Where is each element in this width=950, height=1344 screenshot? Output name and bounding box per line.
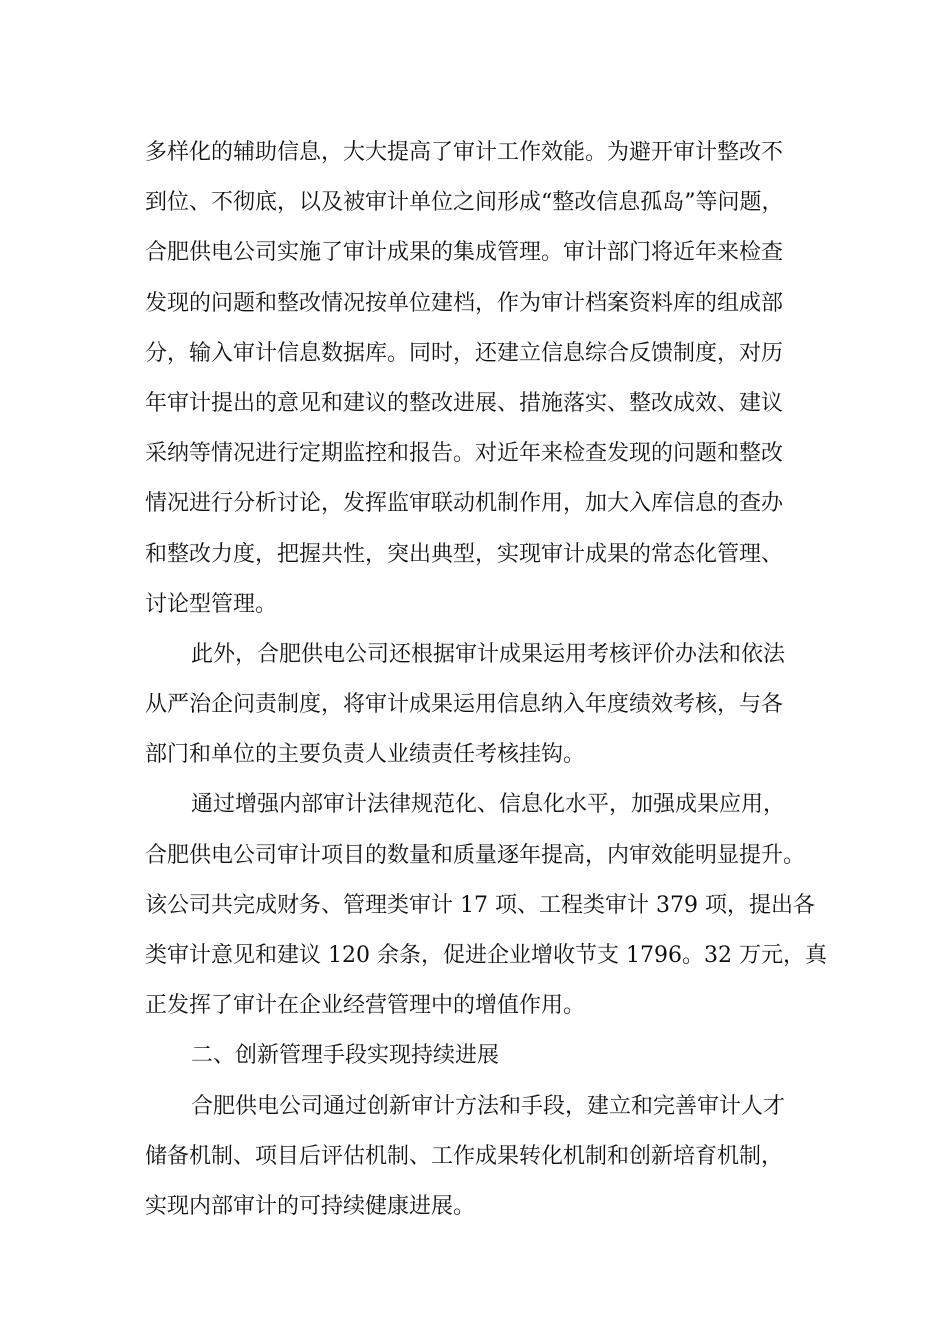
text-line: 实现内部审计的可持续健康进展。 xyxy=(145,1193,476,1219)
section-heading xyxy=(145,1031,815,1081)
text-line: 合肥供电公司实施了审计成果的集成管理。审计部门将近年来检查 xyxy=(145,240,784,266)
text-line: 和整改力度，把握共性，突出典型，实现审计成果的常态化管理、 xyxy=(145,541,784,567)
text-line: 情况进行分析讨论，发挥监审联动机制作用，加大入库信息的查办 xyxy=(145,491,784,517)
text-line: 从严治企问责制度，将审计成果运用信息纳入年度绩效考核，与各 xyxy=(145,692,784,718)
text-line: 通过增强内部审计法律规范化、信息化水平，加强成果应用， xyxy=(191,792,786,818)
text-line: 到位、不彻底，以及被审计单位之间形成“整改信息孤岛”等问题， xyxy=(145,190,784,216)
text-line: 分，输入审计信息数据库。同时，还建立信息综合反馈制度，对历 xyxy=(145,340,784,366)
text-line: 合肥供电公司审计项目的数量和质量逐年提高，内审效能明显提升。 xyxy=(145,842,806,868)
paragraph-innovation xyxy=(145,1082,815,1233)
text-line: 该公司共完成财务、管理类审计 17 项、工程类审计 379 项，提出各 xyxy=(145,892,815,918)
paragraph-results xyxy=(145,780,827,1031)
text-line: 部门和单位的主要负责人业绩责任考核挂钩。 xyxy=(145,742,586,768)
text-line: 年审计提出的意见和建议的整改进展、措施落实、整改成效、建议 xyxy=(145,390,784,416)
text-line: 发现的问题和整改情况按单位建档，作为审计档案资料库的组成部 xyxy=(145,290,784,316)
text-line: 此外，合肥供电公司还根据审计成果运用考核评价办法和依法 xyxy=(191,641,786,667)
text-line: 储备机制、项目后评估机制、工作成果转化机制和创新培育机制， xyxy=(145,1143,784,1169)
paragraph-audit-integration xyxy=(145,128,815,630)
text-line: 合肥供电公司通过创新审计方法和手段，建立和完善审计人才 xyxy=(191,1093,786,1119)
body-text xyxy=(145,128,827,1232)
text-line: 多样化的辅助信息，大大提高了审计工作效能。为避开审计整改不 xyxy=(145,140,784,165)
paragraph-accountability xyxy=(145,630,815,781)
text-line: 类审计意见和建议 120 余条，促进企业增收节支 1796。32 万元，真 xyxy=(145,943,827,968)
text-line: 采纳等情况进行定期监控和报告。对近年来检查发现的问题和整改 xyxy=(145,441,784,467)
section-heading-text: 二、创新管理手段实现持续进展 xyxy=(191,1043,500,1069)
text-line: 正发挥了审计在企业经营管理中的增值作用。 xyxy=(145,993,586,1019)
text-line: 讨论型管理。 xyxy=(145,591,278,617)
